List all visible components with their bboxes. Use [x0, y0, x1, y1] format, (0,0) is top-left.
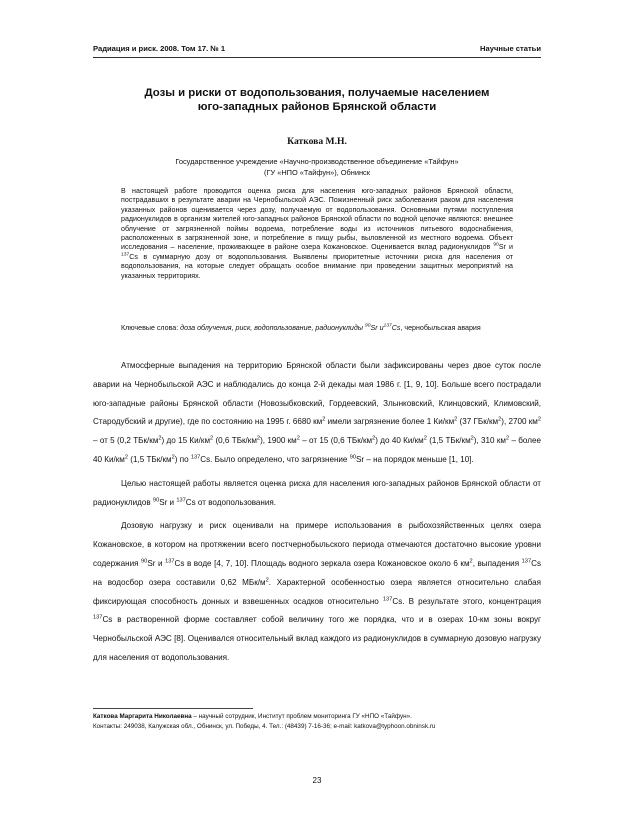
- paragraph-text: Дозовую нагрузку и риск оценивали на примере использования в рыбохозяйственных целях озера Кожановское, в котором на протяжении всего постчернобыльского периода отмечаются достаточно высокие уровни содержания: [93, 521, 541, 568]
- superscript: 2: [454, 416, 458, 423]
- paragraph-text: (37 ГБк/км: [457, 417, 499, 427]
- paragraph-text: (1,5 ТБк/км: [128, 454, 172, 464]
- superscript: 2: [537, 416, 541, 423]
- paragraph-text: Cs. Было определено, что загрязнение: [200, 454, 350, 464]
- superscript: 2: [124, 454, 128, 461]
- organization-line-1: Государственное учреждение «Научно-производственное объединение «Тайфун»: [175, 157, 459, 166]
- superscript: 2: [256, 435, 261, 442]
- paragraph-text: – более 40 Ки/км: [93, 436, 541, 464]
- superscript: 2: [210, 435, 214, 442]
- paragraph-text: – от 15 (0,6 ТБк/км: [299, 436, 373, 446]
- isotope-mass: 90: [364, 323, 371, 329]
- superscript: 137: [93, 614, 103, 621]
- title-line-1: Дозы и риски от водопользования, получаемые населением: [144, 87, 490, 99]
- title-line-2: юго-западных районов Брянской области: [197, 101, 437, 113]
- paragraph-text: , выпадения: [472, 558, 522, 568]
- keywords: [121, 323, 513, 333]
- superscript: 2: [372, 435, 376, 442]
- paragraph-text: ) по: [174, 454, 191, 464]
- keyword-text: , чернобыльская авария: [400, 324, 481, 332]
- body-paragraph-2: [93, 475, 541, 513]
- superscript: 90: [152, 496, 160, 503]
- superscript: 2: [296, 435, 300, 442]
- paragraph-text: Sr и: [159, 497, 177, 507]
- article-title: [93, 86, 541, 114]
- section-name: Научные статьи: [480, 44, 541, 53]
- paragraph-text: Атмосферные выпадения на территорию Брянской области были зафиксированы через двое суток после аварии на Чернобыльской АЭС и наблюдались до конца 2-й декады мая 1986 г. [1, 9, 10]. Больше всего пострадали юго-западные районы Брянской области (Новозыбковский, Гордеевский, Злынковский, Клинцовский, Климовский, Стародубский и другие), где по состоянию на 1995 г. 6680 км: [93, 361, 541, 427]
- abstract-text: Cs в суммарную дозу от водопользования. Выявлены приоритетные источники риска для населения от водопользования, на которые следует обращать особое внимание при проведении защитных мероприятий на указанных территориях.: [121, 252, 513, 280]
- superscript: 137: [382, 595, 393, 602]
- abstract-text: В настоящей работе проводится оценка риска для населения юго-западных районов Брянской области, пострадавших в результате аварии на Чернобыльской АЭС. Пожизненный риск заболевания раком для населения указанных районов оценивается через дозу, получаемую от водопользования. Основными путями поступления радионуклидов в организм жителей юго-западных районов Брянской области по водной цепочке являются: внешнее облучение от загрязненной поймы водоема, потребление воды из источников питьевого водоснабжения, расположенных в загрязненной зоне, и потребление в пищу рыбы, выловленной из местного водоема. Объект исследования – население, проживающее в районе озера Кожановское. Оценивается вклад радионуклидов: [121, 187, 513, 252]
- isotope-mass: 137: [383, 323, 392, 329]
- superscript: 2: [322, 416, 326, 423]
- paragraph-text: Sr – на порядок меньше [1, 10].: [355, 454, 474, 464]
- paragraph-text: Cs в воде [4, 7, 10]. Площадь водного зеркала озера Кожановское около 6 км: [174, 558, 470, 568]
- paragraph-text: ), 2700 км: [501, 417, 538, 427]
- paragraph-text: (1,5 ТБк/км: [426, 436, 471, 446]
- paragraph-text: имели загрязнение более 1 Ки/км: [325, 417, 455, 427]
- footnote-author-line: [93, 712, 541, 722]
- keyword-text: Cs: [391, 324, 401, 332]
- superscript: 2: [505, 435, 510, 442]
- footnote-author-name: Каткова Маргарита Николаевна: [93, 713, 192, 720]
- paragraph-text: (0,6 ТБк/км: [213, 436, 257, 446]
- paragraph-text: Cs. В результате этого, концентрация: [392, 596, 541, 606]
- paragraph-text: Cs в растворенной форме составляет собой величину того же порядка, что и в озерах 10-км зоны вокруг Чернобыльской АЭС [8]. Оценивался относительный вклад каждого из радионуклидов в суммарную дозовую нагрузку для населения от водопользования.: [93, 615, 541, 662]
- author-footnote: [93, 712, 541, 732]
- superscript: 90: [141, 558, 148, 565]
- superscript: 2: [498, 416, 502, 423]
- organization-line-2: (ГУ «НПО «Тайфун»), Обнинск: [264, 168, 370, 177]
- header-rule: [93, 57, 541, 58]
- footnote-contacts: Контакты: 249038, Калужская обл., Обнинск, ул. Победы, 4. Тел.: (48439) 7-16-36; e-mail: katkova@typhoon.obninsk.ru: [93, 723, 436, 730]
- abstract: [121, 187, 513, 281]
- keywords-label: Ключевые слова:: [121, 324, 181, 332]
- superscript: 2: [469, 558, 473, 565]
- superscript: 2: [171, 454, 175, 461]
- paragraph-text: Cs на водосбор озера составили 0,62 МБк/м: [93, 558, 541, 587]
- footnote-rule: [93, 708, 253, 709]
- paragraph-text: ) до 40 Ки/км: [375, 436, 424, 446]
- superscript: 2: [470, 435, 474, 442]
- paragraph-text: ), 310 км: [473, 436, 506, 446]
- running-header: [93, 44, 541, 58]
- article-body: [93, 357, 541, 668]
- isotope-mass: 137: [121, 252, 130, 258]
- paragraph-text: Cs от водопользования.: [185, 497, 277, 507]
- paragraph-text: – от 5 (0,2 ТБк/км: [93, 436, 159, 446]
- keyword-text: Sr и: [370, 324, 384, 332]
- superscript: 137: [521, 558, 532, 565]
- keywords-terms: [180, 324, 400, 332]
- keyword-text: доза облучения, риск, водопользование, радионуклиды: [180, 324, 365, 332]
- superscript: 2: [265, 577, 269, 584]
- superscript: 2: [158, 435, 162, 442]
- isotope-mass: 90: [493, 243, 499, 249]
- journal-citation: Радиация и риск. 2008. Том 17. № 1: [93, 44, 226, 53]
- footnote-position: – научный сотрудник, Институт проблем мониторинга ГУ «НПО «Тайфун».: [191, 713, 412, 720]
- paragraph-text: ), 1900 км: [260, 436, 297, 446]
- body-paragraph-3: [93, 517, 541, 667]
- author-name: Каткова М.Н.: [287, 136, 347, 147]
- superscript: 90: [349, 454, 356, 461]
- body-paragraph-1: [93, 357, 541, 470]
- paragraph-text: . Характерной особенностью озера является относительно слабая фиксирующая способность донных и взвешенных осадков относительно: [93, 577, 541, 606]
- paragraph-text: Целью настоящей работы является оценка риска для населения юго-западных районов Брянской области от радионуклидов: [93, 478, 541, 507]
- superscript: 2: [423, 435, 427, 442]
- paragraph-text: Sr и: [147, 558, 166, 568]
- superscript: 137: [165, 558, 175, 565]
- abstract-text: Sr и: [498, 243, 513, 252]
- paragraph-text: ) до 15 Ки/км: [161, 436, 211, 446]
- organization: [93, 156, 541, 178]
- superscript: 137: [176, 496, 186, 503]
- page-number: 23: [312, 776, 322, 785]
- superscript: 137: [190, 454, 201, 461]
